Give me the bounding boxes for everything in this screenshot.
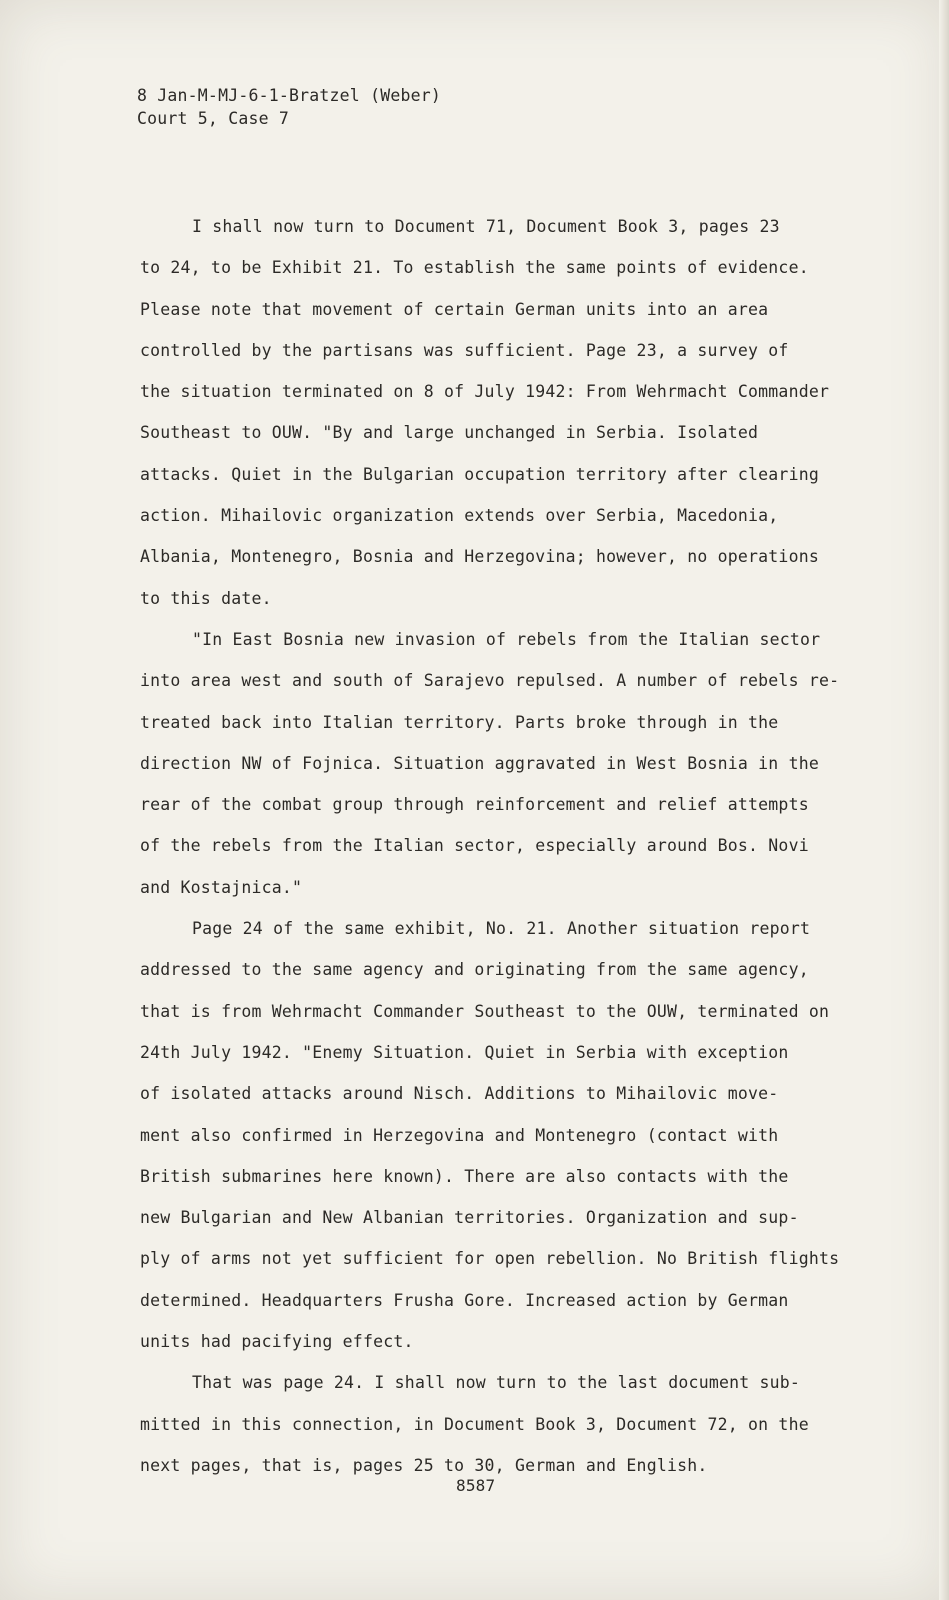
body-line: and Kostajnica." (140, 877, 303, 897)
body-line: action. Mihailovic organization extends over Serbia, Macedonia, (140, 506, 779, 526)
body-line: to this date. (140, 588, 272, 608)
body-line: of the rebels from the Italian sector, especially around Bos. Novi (140, 836, 809, 856)
body-line: attacks. Quiet in the Bulgarian occupation territory after clearing (140, 464, 819, 484)
body-line: Albania, Montenegro, Bosnia and Herzegovina; however, no operations (140, 547, 819, 567)
document-header (137, 84, 441, 130)
body-line: of isolated attacks around Nisch. Additions to Mihailovic move- (140, 1084, 779, 1104)
body-line: new Bulgarian and New Albanian territories. Organization and sup- (140, 1208, 799, 1228)
body-line: to 24, to be Exhibit 21. To establish the same points of evidence. (140, 258, 809, 278)
body-line: "In East Bosnia new invasion of rebels from the Italian sector (192, 629, 821, 649)
body-line: ment also confirmed in Herzegovina and Montenegro (contact with (140, 1125, 779, 1145)
body-line: I shall now turn to Document 71, Document Book 3, pages 23 (192, 217, 780, 236)
document-body (140, 206, 860, 1486)
page-number: 8587 (456, 1476, 496, 1495)
body-line: direction NW of Fojnica. Situation aggravated in West Bosnia in the (140, 753, 819, 773)
body-line: That was page 24. I shall now turn to the last document sub- (192, 1373, 801, 1393)
body-line: into area west and south of Sarajevo repulsed. A number of rebels re- (140, 671, 840, 691)
body-line: the situation terminated on 8 of July 1942: From Wehrmacht Commander (140, 382, 830, 402)
body-line: Page 24 of the same exhibit, No. 21. Another situation report (192, 919, 811, 939)
body-line: addressed to the same agency and originating from the same agency, (140, 960, 809, 980)
body-line: ply of arms not yet sufficient for open rebellion. No British flights (140, 1249, 840, 1269)
body-line: that is from Wehrmacht Commander Southeast to the OUW, terminated on (140, 1001, 830, 1021)
body-line: determined. Headquarters Frusha Gore. Increased action by German (140, 1290, 789, 1310)
header-line-2: Court 5, Case 7 (137, 109, 290, 128)
body-line: 24th July 1942. "Enemy Situation. Quiet in Serbia with exception (140, 1042, 789, 1062)
body-line: Southeast to OUW. "By and large unchanged in Serbia. Isolated (140, 423, 759, 443)
body-line: mitted in this connection, in Document Book 3, Document 72, on the (140, 1414, 809, 1434)
body-line: controlled by the partisans was sufficient. Page 23, a survey of (140, 340, 789, 360)
body-line: rear of the combat group through reinforcement and relief attempts (140, 795, 809, 815)
body-line: treated back into Italian territory. Parts broke through in the (140, 712, 779, 732)
body-line: next pages, that is, pages 25 to 30, German and English. (140, 1455, 708, 1475)
body-line: Please note that movement of certain German units into an area (140, 299, 769, 319)
body-line: units had pacifying effect. (140, 1332, 414, 1352)
page-edge (939, 0, 949, 1600)
header-line-1: 8 Jan-M-MJ-6-1-Bratzel (Weber) (137, 86, 442, 105)
body-line: British submarines here known). There are also contacts with the (140, 1166, 789, 1186)
